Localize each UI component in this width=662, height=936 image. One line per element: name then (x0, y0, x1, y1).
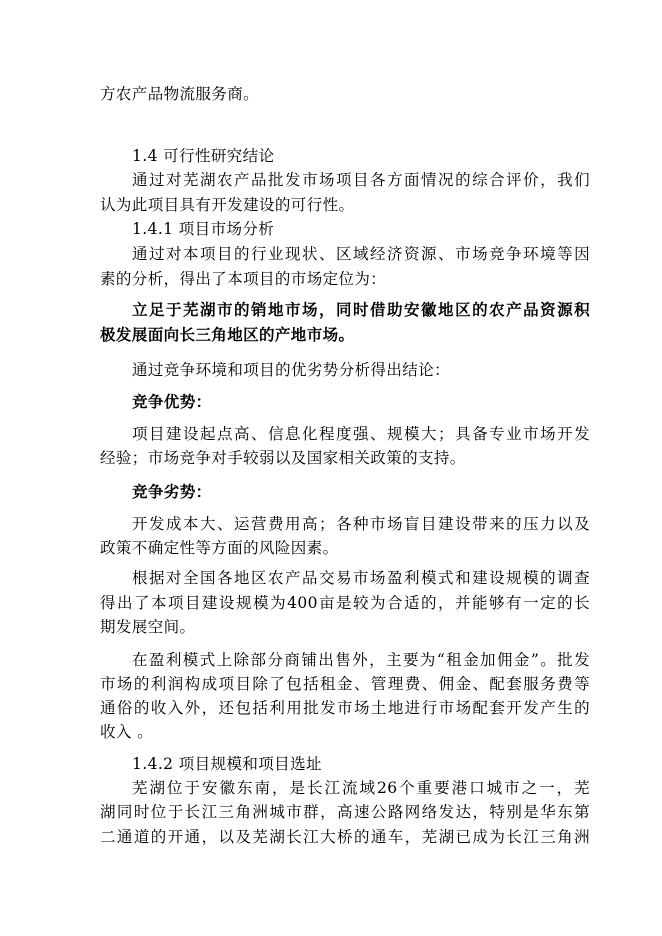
positioning-line-2: 极发展面向长三角地区的产地市场。 (100, 325, 355, 344)
market-analysis-line-1: 通过对本项目的行业现状、区域经济资源、市场竞争环境等因 (132, 245, 590, 263)
advantages-line-2: 经验；市场竞争对手较弱以及国家相关政策的支持。 (100, 449, 466, 467)
profit-line-4: 收入 。 (100, 723, 154, 741)
section-heading-1-4-2: 1.4.2 项目规模和项目选址 (132, 755, 322, 773)
location-line-1: 芜湖位于安徽东南，是长江流域26个重要港口城市之一，芜 (132, 779, 590, 797)
scale-line-2: 得出了本项目建设规模为400亩是较为合适的，并能够有一定的长 (100, 594, 590, 612)
conclusion-line-1: 通过对芜湖农产品批发市场项目各方面情况的综合评价，我们 (132, 171, 590, 189)
section-heading-1-4-1: 1.4.1 项目市场分析 (132, 220, 275, 238)
disadvantages-line-1: 开发成本大、运营费用高；各种市场盲目建设带来的压力以及 (132, 515, 590, 533)
conclusion-line-2: 认为此项目具有开发建设的可行性。 (100, 196, 355, 214)
market-analysis-line-2: 素的分析，得出了本项目的市场定位为： (100, 270, 387, 288)
disadvantages-heading: 竞争劣势： (132, 482, 212, 501)
scale-line-1: 根据对全国各地区农产品交易市场盈利模式和建设规模的调查 (132, 569, 590, 587)
disadvantages-line-2: 政策不确定性等方面的风险因素。 (100, 539, 339, 557)
location-line-2: 湖同时位于长江三角洲城市群，高速公路网络发达，特别是华东第 (100, 803, 590, 821)
scale-line-3: 期发展空间。 (100, 618, 196, 636)
location-line-3: 二通道的开通，以及芜湖长江大桥的通车，芜湖已成为长江三角洲 (100, 828, 590, 846)
advantages-heading: 竞争优势： (132, 392, 212, 411)
profit-line-2: 市场的利润构成项目除了包括租金、管理费、佣金、配套服务费等 (100, 675, 590, 693)
competition-intro: 通过竞争环境和项目的优劣势分析得出结论： (132, 361, 451, 379)
advantages-line-1: 项目建设起点高、信息化程度强、规模大；具备专业市场开发 (132, 425, 590, 443)
section-heading-1-4: 1.4 可行性研究结论 (132, 147, 275, 165)
positioning-line-1: 立足于芜湖市的销地市场，同时借助安徽地区的农产品资源积 (132, 300, 590, 319)
paragraph-continuation-line: 方农产品物流服务商。 (100, 85, 260, 103)
profit-line-1: 在盈利模式上除部分商铺出售外，主要为“租金加佣金”。批发 (132, 651, 590, 669)
profit-line-3: 通俗的收入外，还包括利用批发市场土地进行市场配套开发产生的 (100, 699, 590, 717)
